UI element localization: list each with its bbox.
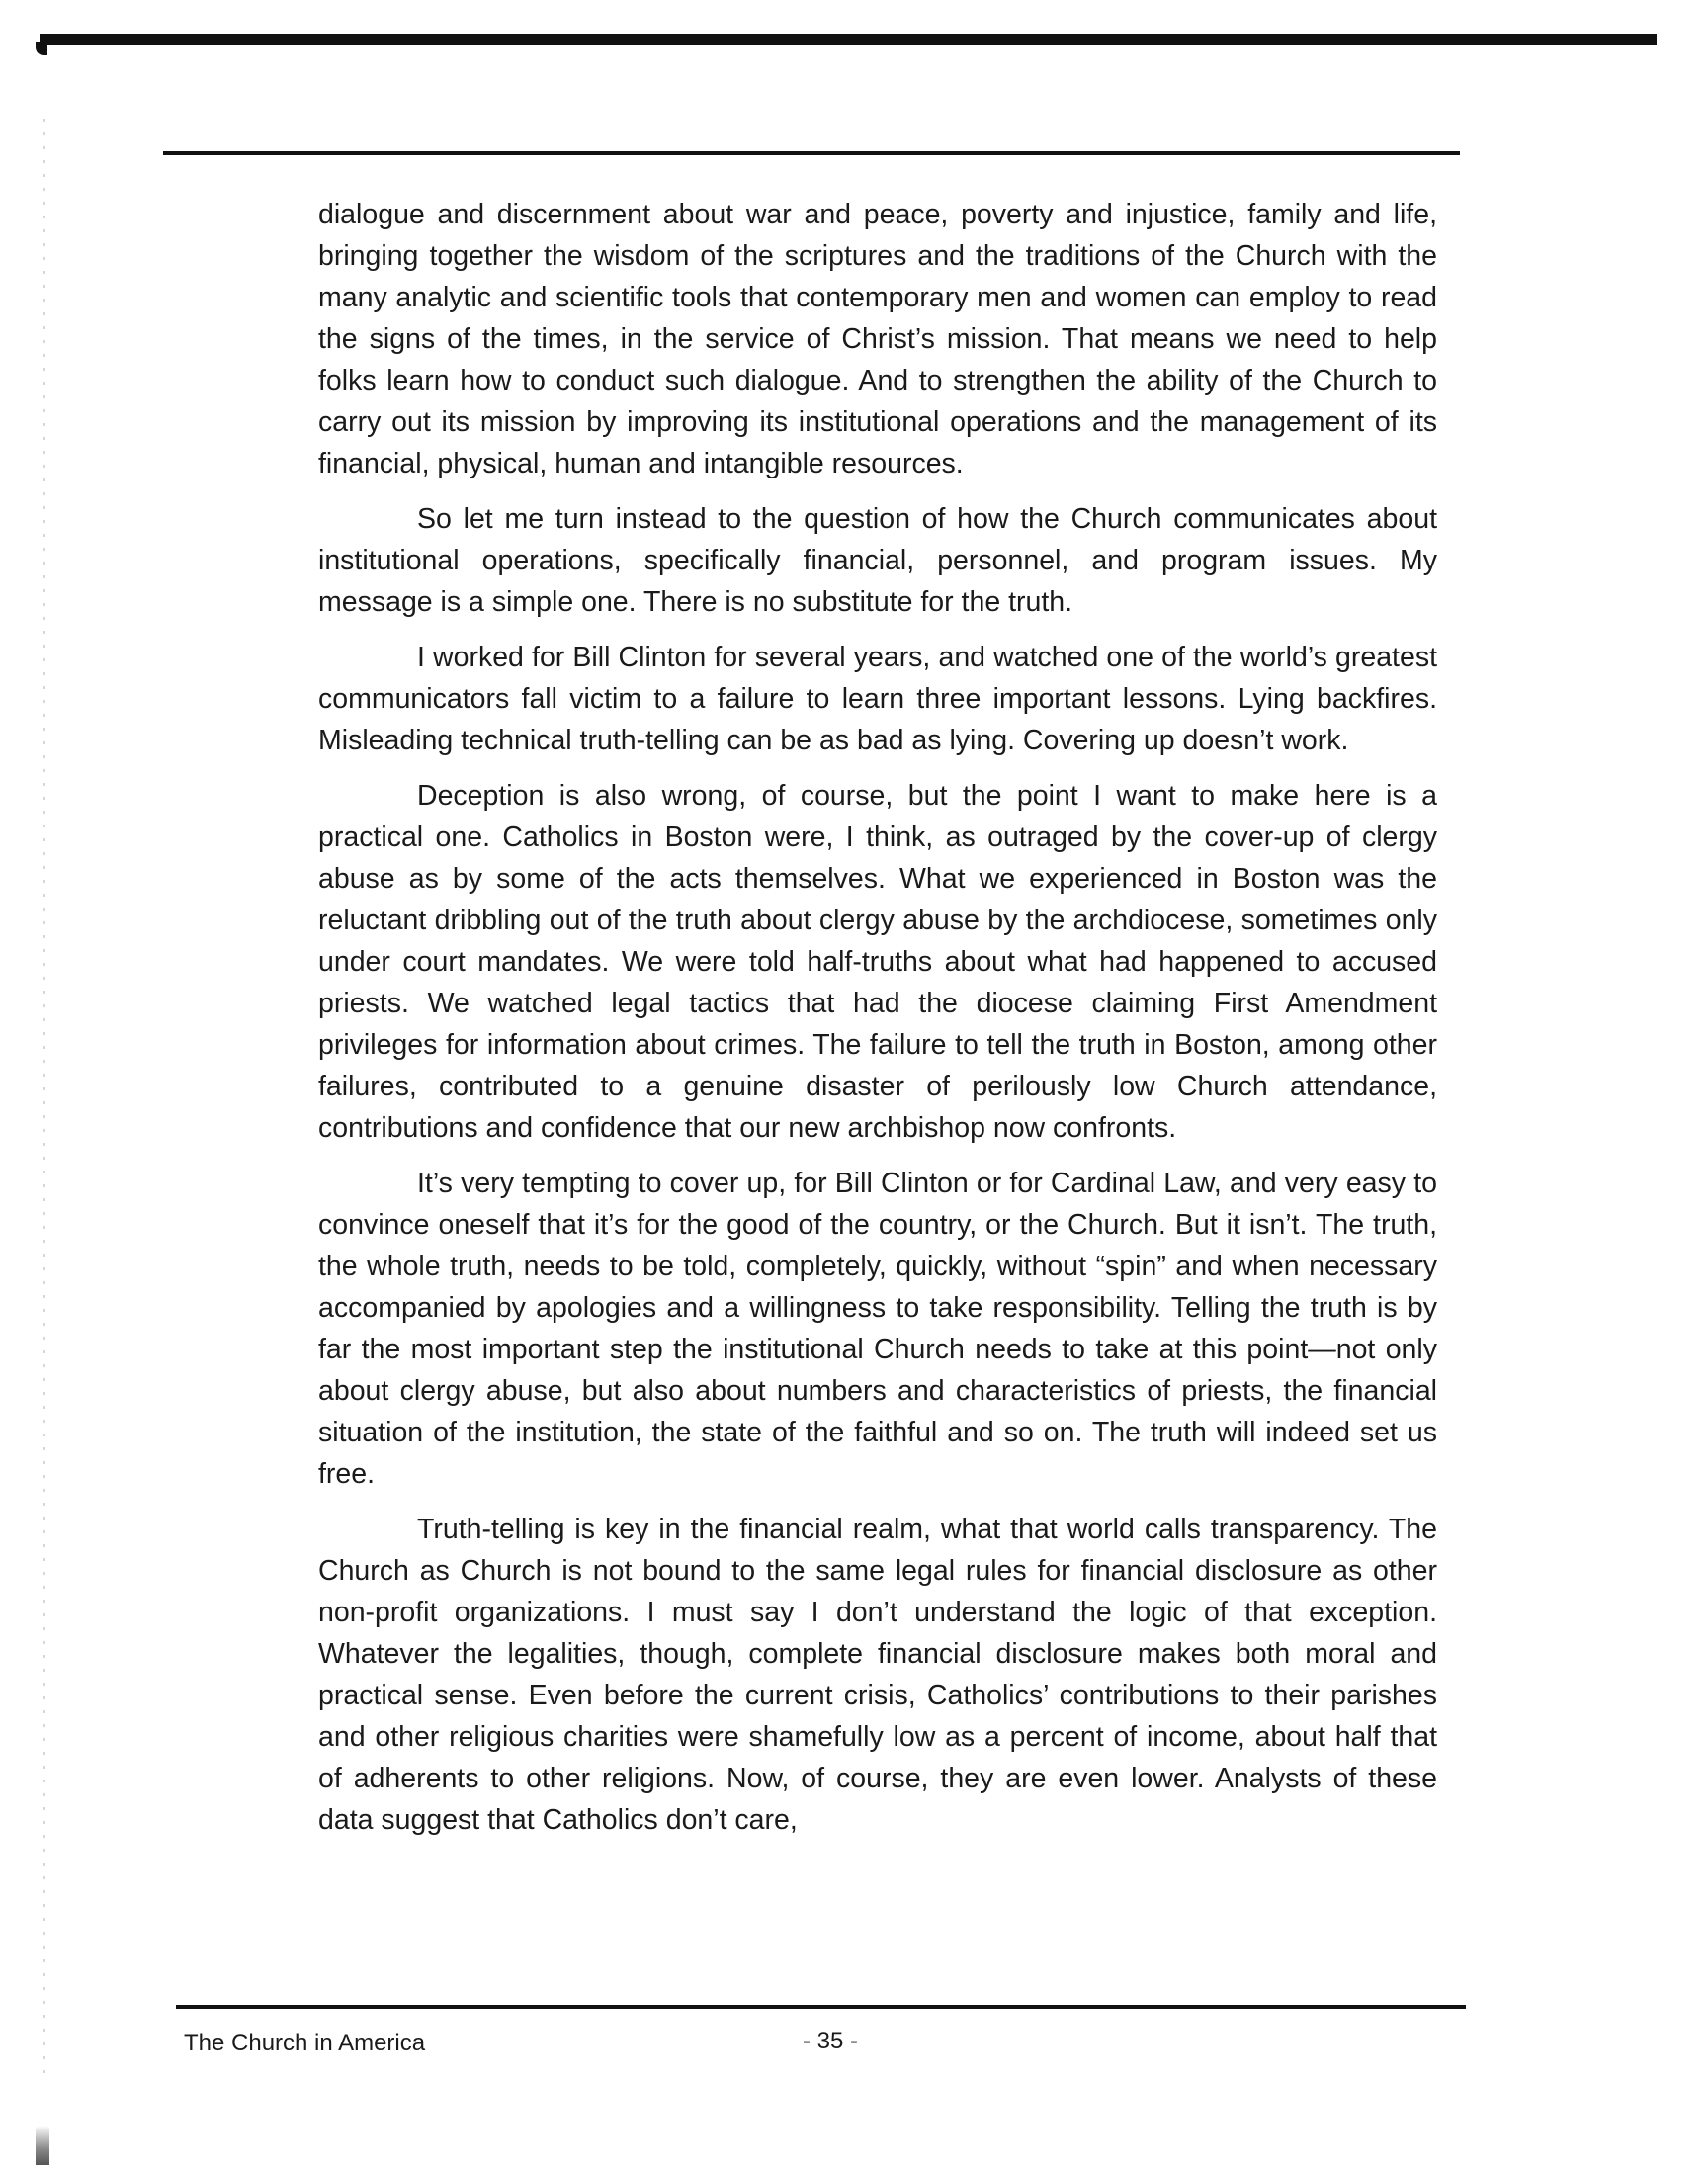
- paragraph-5: It’s very tempting to cover up, for Bill Clinton or for Cardinal Law, and very easy to convince oneself that it’s for the good of the country, or the Church. But it isn’t. The truth, the whole truth, needs to be told, completely, quickly, without “spin” and when necessary accompanied by apologies and a willingness to take responsibility. Telling the truth is by far the most important step the institutional Church needs to take at this point—not only about clergy abuse, but also about numbers and characteristics of priests, the financial situation of the institution, the state of the faithful and so on. The truth will indeed set us free.: [318, 1168, 1437, 1490]
- paragraph-2: So let me turn instead to the question of how the Church communicates about institutional operations, specifically financial, personnel, and program issues. My message is a simple one. There is no substitute for the truth.: [318, 503, 1437, 618]
- binding-edge-speckle: [43, 119, 45, 2076]
- footer-rule: [176, 2005, 1466, 2009]
- paragraph-1: dialogue and discernment about war and peace, poverty and injustice, family and life, bringing together the wisdom of the scriptures and the traditions of the Church with the many analytic and scientific tools that contemporary men and women can employ to read the signs of the times, in the service of Christ’s mission. That means we need to help folks learn how to conduct such dialogue. And to strengthen the ability of the Church to carry out its mission by improving its institutional operations and the management of its financial, physical, human and intangible resources.: [318, 199, 1437, 479]
- paragraph-3: I worked for Bill Clinton for several years, and watched one of the world’s greatest communicators fall victim to a failure to learn three important lessons. Lying backfires. Misleading technical truth-telling can be as bad as lying. Covering up doesn’t work.: [318, 642, 1437, 756]
- body-text: [318, 194, 1437, 1855]
- paragraph-6: Truth-telling is key in the financial realm, what that world calls transparency. The Church as Church is not bound to the same legal rules for financial disclosure as other non-profit organizations. I must say I don’t understand the logic of that exception. Whatever the legalities, though, complete financial disclosure makes both moral and practical sense. Even before the current crisis, Catholics’ contributions to their parishes and other religious charities were shamefully low as a percent of income, about half that of adherents to other religions. Now, of course, they are even lower. Analysts of these data suggest that Catholics don’t care,: [318, 1514, 1437, 1836]
- top-scan-border: [40, 34, 1657, 45]
- scan-corner-mark: [36, 2126, 49, 2165]
- top-scan-border-hook: [36, 42, 47, 55]
- paragraph-4: Deception is also wrong, of course, but the point I want to make here is a practical one. Catholics in Boston were, I think, as outraged by the cover-up of clergy abuse as by some of the acts themselves. What we experienced in Boston was the reluctant dribbling out of the truth about clergy abuse by the archdiocese, sometimes only under court mandates. We were told half-truths about what had happened to accused priests. We watched legal tactics that had the diocese claiming First Amendment privileges for information about crimes. The failure to tell the truth in Boston, among other failures, contributed to a genuine disaster of perilously low Church attendance, contributions and confidence that our new archbishop now confronts.: [318, 780, 1437, 1144]
- page-number: - 35 -: [802, 2028, 858, 2054]
- header-rule: [163, 151, 1460, 155]
- footer-title: The Church in America: [184, 2030, 426, 2056]
